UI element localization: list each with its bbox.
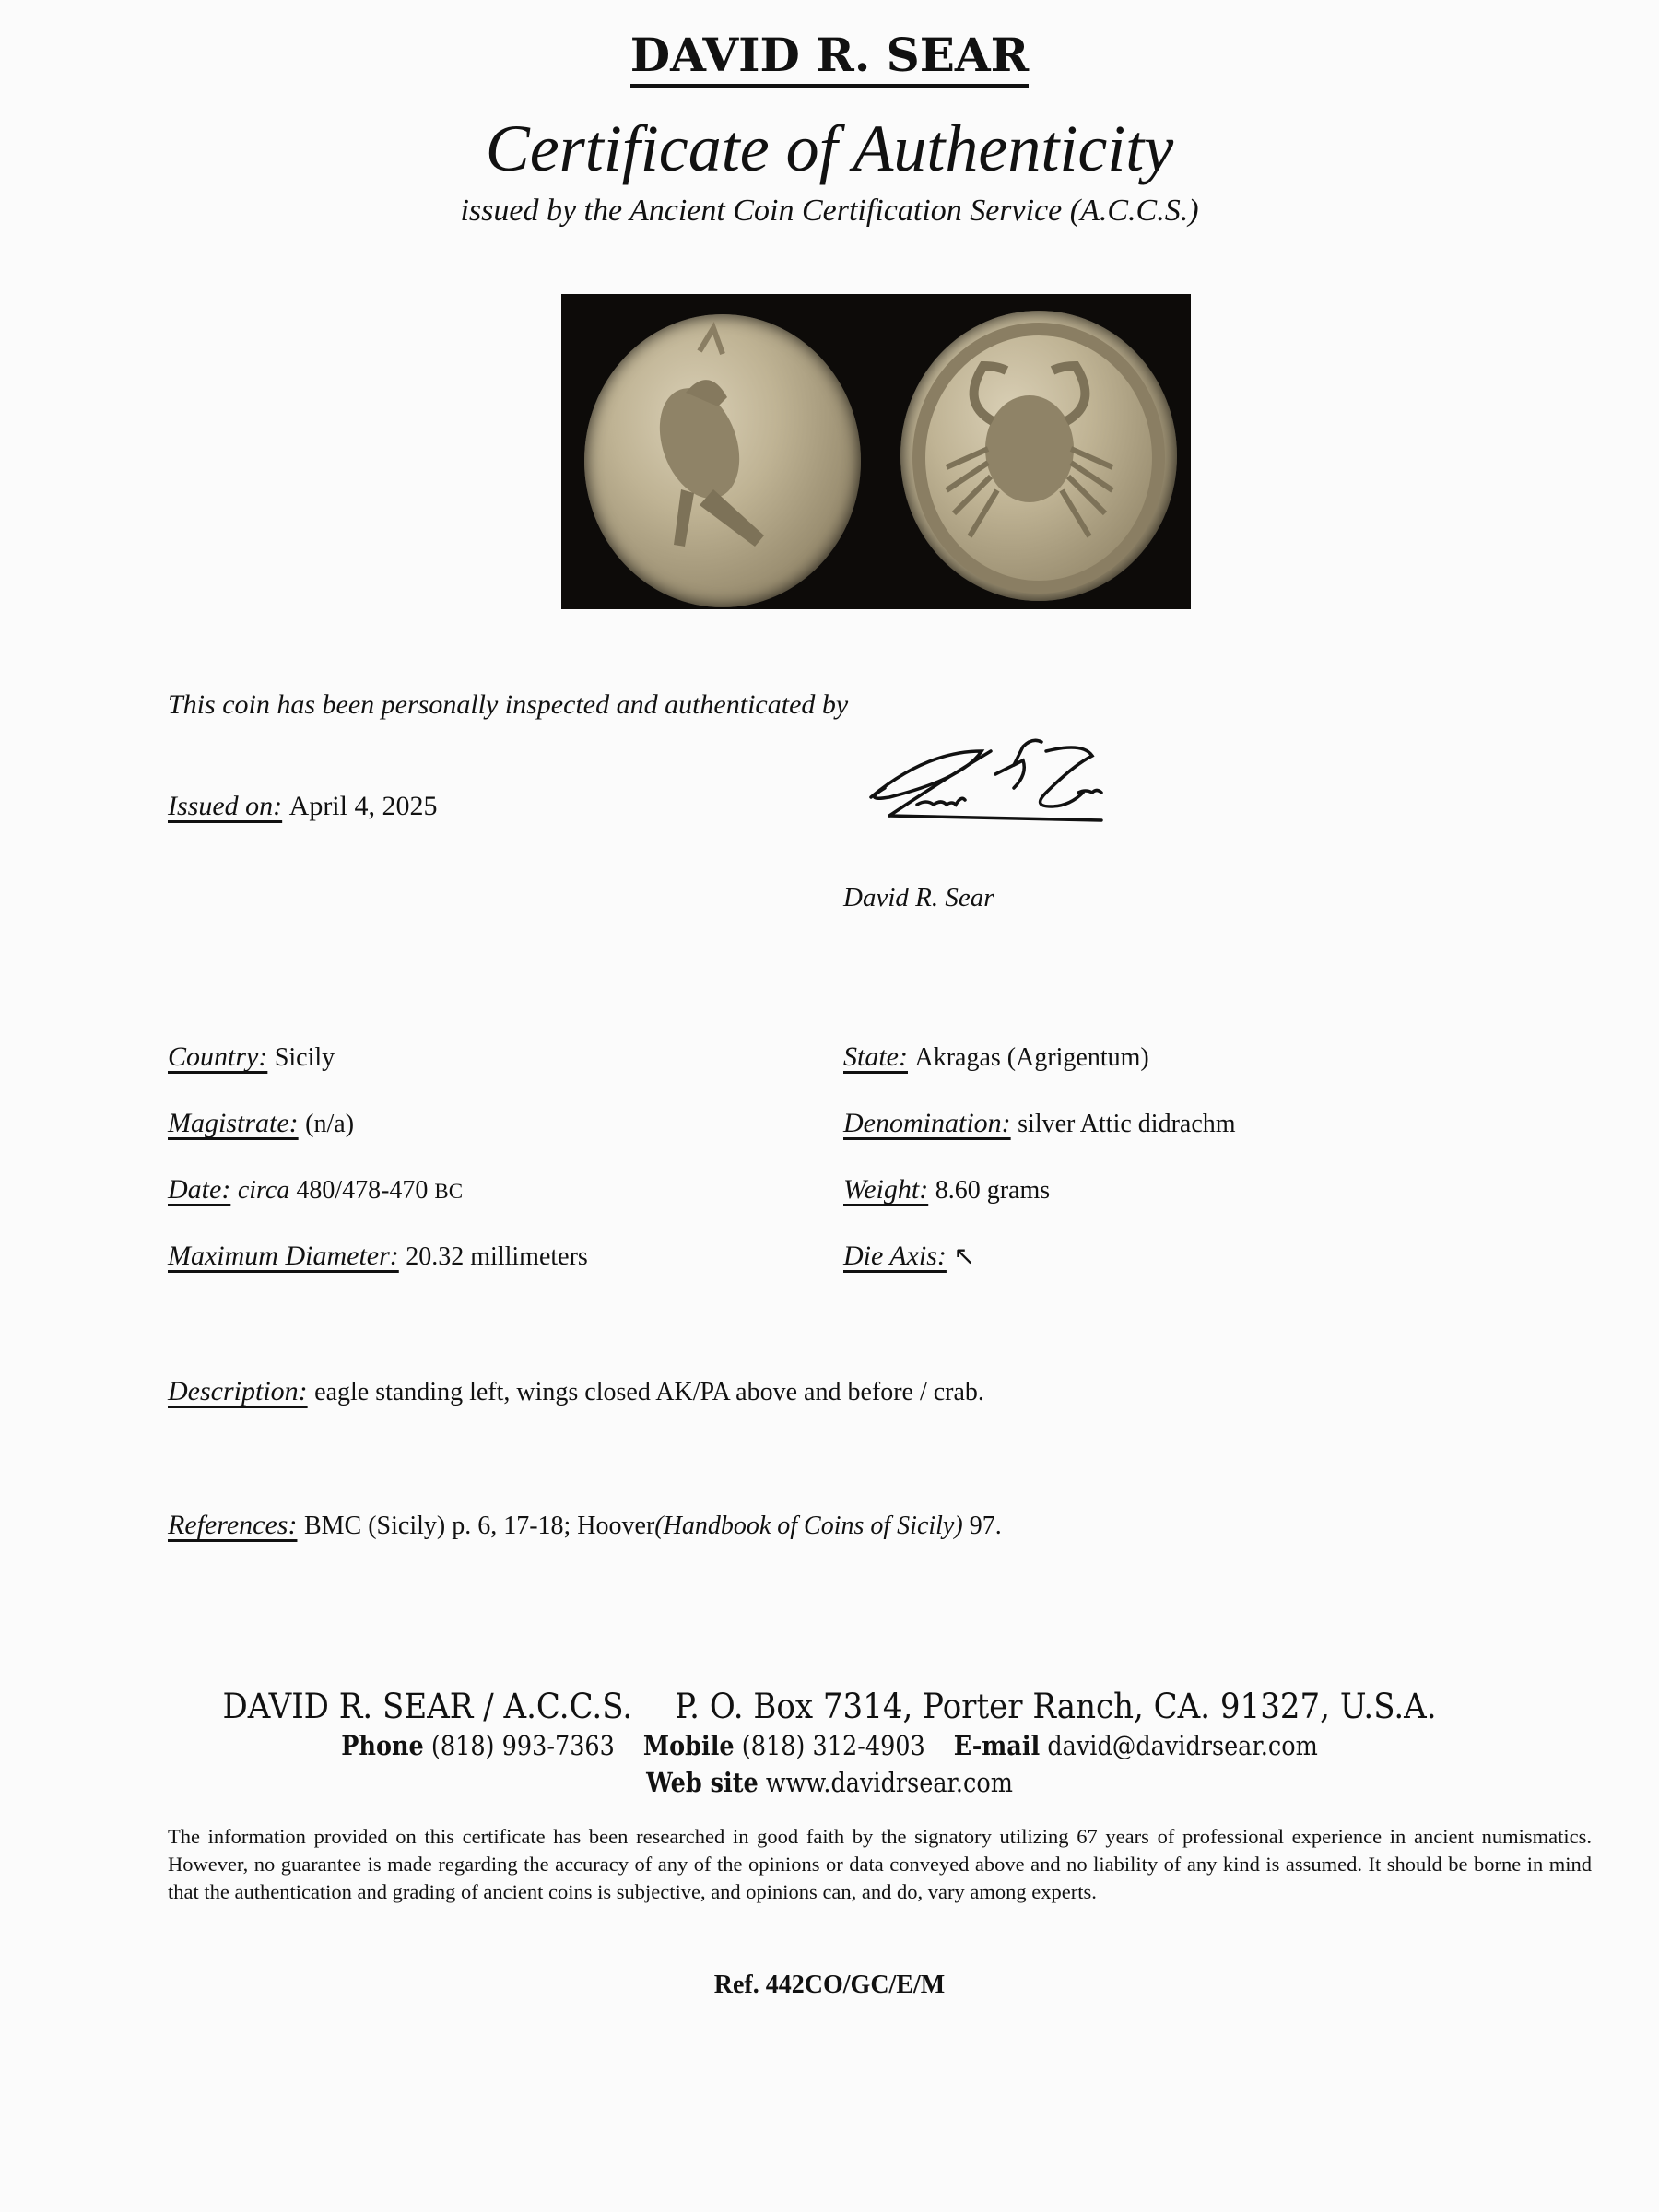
field-state-label: State: — [843, 1041, 908, 1072]
description-value: eagle standing left, wings closed AK/PA above and before / crab. — [314, 1378, 984, 1406]
coin-photo — [561, 294, 1191, 609]
coin-reverse-image — [900, 311, 1177, 601]
field-date-value: 480/478-470 — [296, 1176, 429, 1205]
field-weight — [843, 1174, 1050, 1206]
mobile-number: (818) 312-4903 — [741, 1730, 925, 1761]
references-label: References: — [168, 1510, 298, 1540]
certificate-subtitle: issued by the Ancient Coin Certification Service (A.C.C.S.) — [460, 194, 1199, 228]
email-label: E-mail — [953, 1730, 1041, 1761]
field-country-label: Country: — [168, 1041, 268, 1072]
disclaimer: The information provided on this certificate has been researched in good faith by the signatory utilizing 67 years of professional experience in ancient numismatics. However, no guarantee is made regarding the accuracy of any of the opinions or data conveyed above and no liability of any kind is assumed. It should be borne in mind that the authentication and grading of ancient coins is subjective, and opinions can, and do, vary among experts. — [168, 1825, 1592, 1903]
issued-on — [168, 791, 437, 822]
die-axis-arrow-icon: ↖ — [953, 1242, 975, 1271]
references-value: BMC (Sicily) p. 6, 17-18; Hoover — [303, 1512, 655, 1540]
coin-obverse-image — [584, 314, 861, 607]
description-label: Description: — [168, 1376, 308, 1406]
field-max-diameter-label: Maximum Diameter: — [168, 1241, 399, 1271]
website-link[interactable]: www.davidrsear.com — [765, 1767, 1013, 1798]
field-state-value: Akragas (Agrigentum) — [914, 1043, 1149, 1072]
field-country — [168, 1041, 335, 1073]
footer-po-box: P. O. Box 7314, Porter Ranch, CA. 91327, U.S.A. — [675, 1687, 1437, 1726]
field-die-axis — [843, 1241, 975, 1272]
field-die-axis-label: Die Axis: — [843, 1241, 947, 1271]
field-date-suffix: BC — [434, 1180, 464, 1203]
reference-code: Ref. 442CO/GC/E/M — [713, 1971, 946, 1999]
references-book-title: (Handbook of Coins of Sicily) — [654, 1512, 963, 1540]
field-denomination-label: Denomination: — [843, 1108, 1011, 1138]
field-magistrate-value: (n/a) — [305, 1110, 355, 1138]
field-magistrate — [168, 1108, 354, 1139]
signature-icon — [862, 724, 1138, 853]
signature — [862, 724, 1138, 853]
field-date-label: Date: — [168, 1174, 231, 1205]
mobile-label: Mobile — [642, 1730, 735, 1761]
phone-label: Phone — [341, 1730, 424, 1761]
phone-number: (818) 993-7363 — [430, 1730, 615, 1761]
field-denomination-value: silver Attic didrachm — [1018, 1110, 1236, 1138]
field-max-diameter-value: 20.32 millimeters — [406, 1242, 588, 1271]
brand-name: DAVID R. SEAR — [630, 28, 1029, 88]
description — [168, 1376, 984, 1407]
references-number: 97. — [962, 1512, 1002, 1540]
crab-icon — [900, 311, 1177, 601]
field-weight-value: 8.60 grams — [935, 1176, 1051, 1205]
field-state — [843, 1041, 1149, 1073]
footer-address — [66, 1687, 1593, 1726]
brand-heading — [0, 28, 1659, 82]
references — [168, 1510, 1002, 1541]
field-magistrate-label: Magistrate: — [168, 1108, 299, 1138]
eagle-icon — [584, 314, 861, 607]
issued-on-date: April 4, 2025 — [288, 791, 438, 821]
signer-name: David R. Sear — [843, 883, 994, 912]
field-denomination — [843, 1108, 1236, 1139]
field-weight-label: Weight: — [843, 1174, 929, 1205]
field-country-value: Sicily — [274, 1043, 335, 1072]
email-link[interactable]: david@davidrsear.com — [1047, 1730, 1318, 1761]
field-date — [168, 1174, 463, 1206]
footer-contacts — [100, 1730, 1559, 1761]
website-label: Web site — [646, 1767, 759, 1798]
footer-website — [100, 1767, 1559, 1798]
field-date-prefix: circa — [237, 1176, 290, 1205]
authentication-statement: This coin has been personally inspected and authenticated by — [168, 689, 849, 720]
issued-on-label: Issued on: — [168, 791, 283, 821]
field-max-diameter — [168, 1241, 588, 1272]
certificate-title: Certificate of Authenticity — [485, 112, 1174, 185]
footer-org: DAVID R. SEAR / A.C.C.S. — [222, 1687, 633, 1726]
